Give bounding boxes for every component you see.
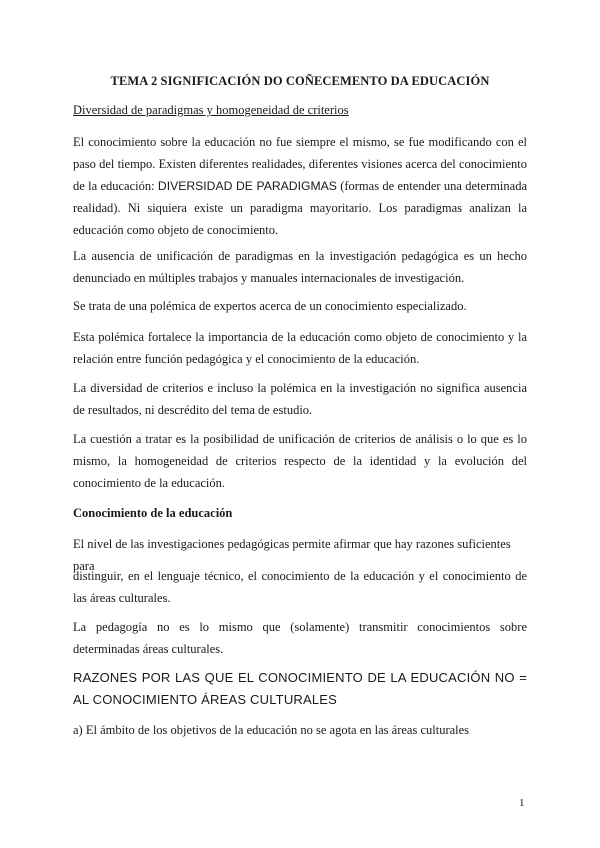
paragraph-8: distinguir, en el lenguaje técnico, el conocimiento de la educación y el conocimiento de las áreas culturales. [73, 569, 527, 605]
paragraph-4: Esta polémica fortalece la importancia de la educación como objeto de conocimiento y la relación entre función pedagógica y el conocimiento de la educación. [73, 330, 527, 366]
subheading-diversity: Diversidad de paradigmas y homogeneidad de criterios [73, 103, 349, 117]
paragraph-3: Se trata de una polémica de expertos acerca de un conocimiento especializado. [73, 299, 467, 313]
document-title: TEMA 2 SIGNIFICACIÓN DO COÑECEMENTO DA EDUCACIÓN [110, 74, 490, 88]
paragraph-6: La cuestión a tratar es la posibilidad de unificación de criterios de análisis o lo que es lo mismo, la homogeneidad de criterios respecto de la identidad y la evolución del conocimiento de la educación. [73, 432, 527, 490]
page-number: 1 [519, 797, 525, 809]
paragraph-1 [73, 131, 527, 241]
paragraph-10: a) El ámbito de los objetivos de la educación no se agota en las áreas culturales [73, 723, 470, 737]
paragraph-7: El nivel de las investigaciones pedagógicas permite afirmar que hay razones suficientes para [73, 537, 511, 573]
reasons-heading: RAZONES POR LAS QUE EL CONOCIMIENTO DE LA EDUCACIÓN NO = AL CONOCIMIENTO ÁREAS CULTURALES [73, 670, 527, 707]
paragraph-5: La diversidad de criterios e incluso la polémica en la investigación no significa ausencia de resultados, ni descrédito del tema de estudio. [73, 381, 527, 417]
paragraph-9: La pedagogía no es lo mismo que (solamente) transmitir conocimientos sobre determinadas áreas culturales. [73, 620, 527, 656]
paragraph-1-emphasis: DIVERSIDAD DE PARADIGMAS [157, 179, 337, 193]
subheading-knowledge: Conocimiento de la educación [73, 506, 233, 520]
paragraph-1-text-a: El conocimiento sobre la educación no fue siempre el mismo, se fue modificando con el paso del tiempo. Existen diferentes realidades, diferentes visiones acerca del conocimiento de la educación: [73, 135, 527, 193]
paragraph-1-text-c: (formas de entender una determinada realidad). Ni siquiera existe un paradigma mayoritario. Los paradigmas analizan la educación como objeto de conocimiento. [73, 179, 527, 237]
paragraph-2: La ausencia de unificación de paradigmas en la investigación pedagógica es un hecho denunciado en múltiples trabajos y manuales internacionales de investigación. [73, 249, 527, 285]
